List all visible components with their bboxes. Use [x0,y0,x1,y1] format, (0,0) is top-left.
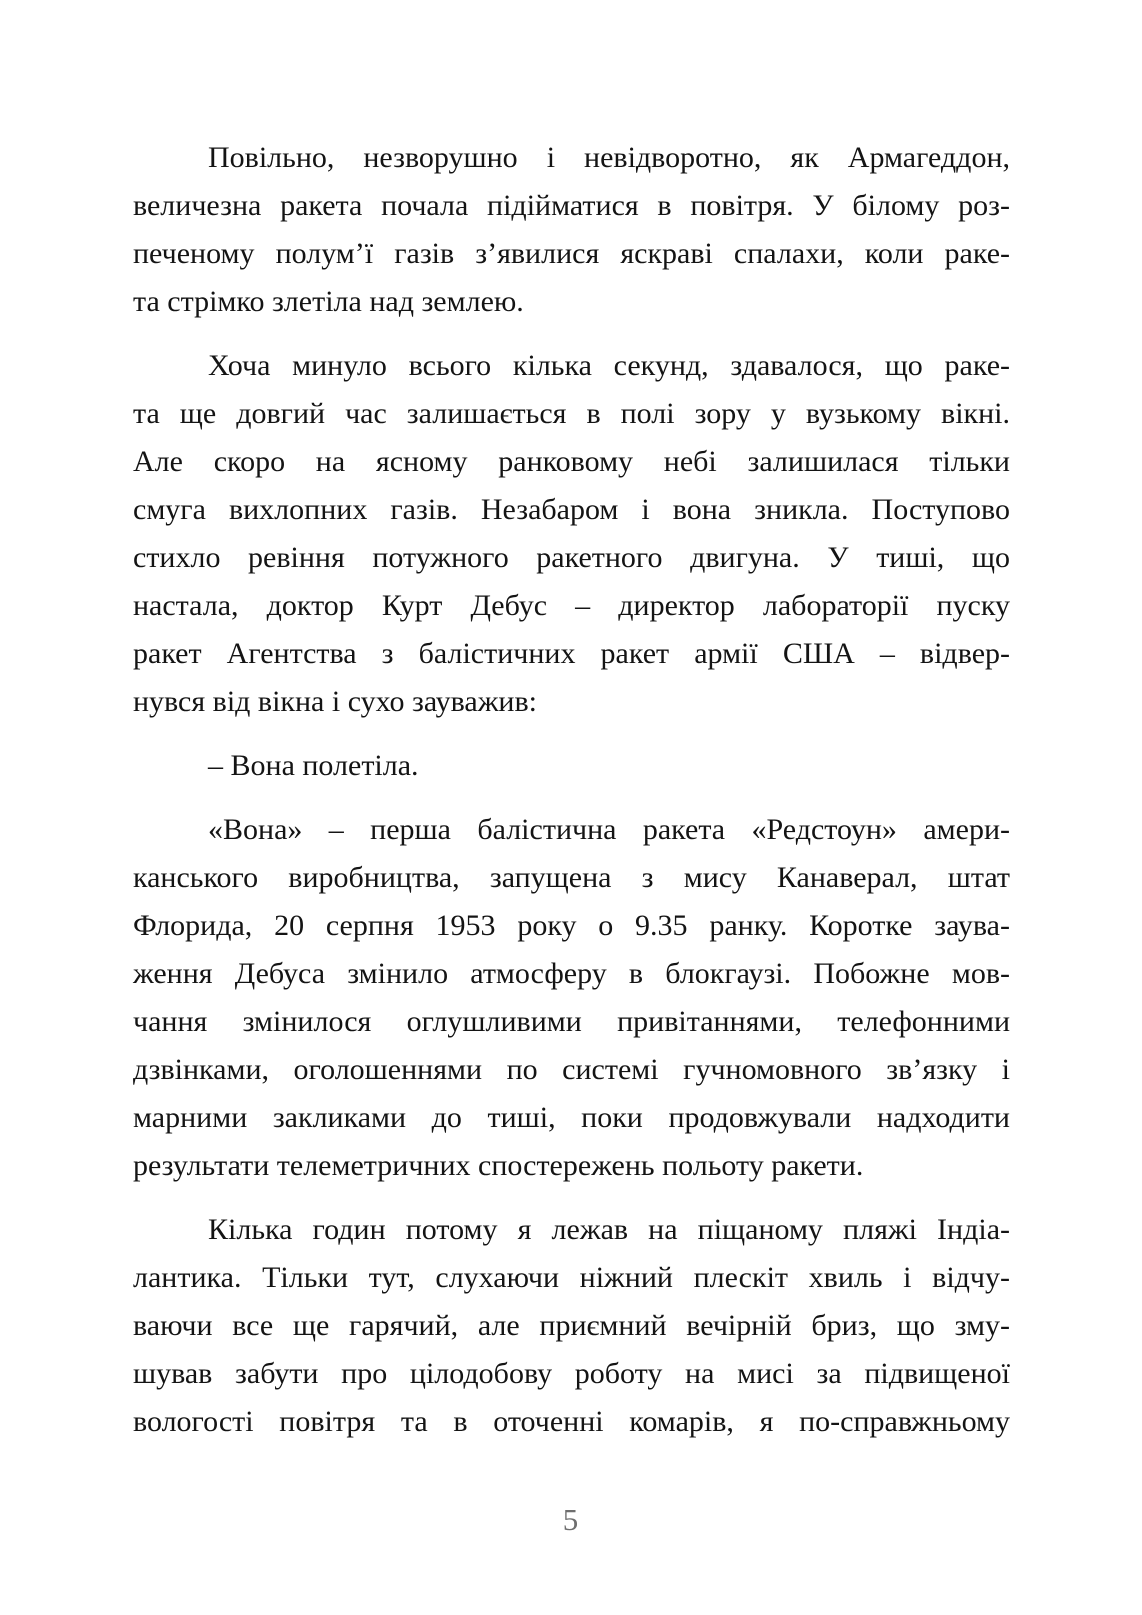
text-line: Флорида, 20 серпня 1953 року о 9.35 ранку. Коротке заува- [133,909,1010,942]
text-line: смуга вихлопних газів. Незабаром і вона зникла. Поступово [133,493,1010,526]
text-line: настала, доктор Курт Дебус – директор лабораторії пуску [133,589,1010,622]
paragraph [133,342,1010,726]
paragraph [133,134,1010,326]
text-line: вологості повітря та в оточенні комарів, я по-справжньому [133,1405,1010,1438]
text-line: канського виробництва, запущена з мису Канаверал, штат [133,861,1010,894]
text-line: Але скоро на ясному ранковому небі залишилася тільки [133,445,1010,478]
text-line: марними закликами до тиші, поки продовжували надходити [133,1101,1010,1134]
paragraph [133,742,1010,790]
text-line: дзвінками, оголошеннями по системі гучномовного зв’язку і [133,1053,1010,1086]
text-line: «Вона» – перша балістична ракета «Редстоун» амери- [208,813,1010,846]
text-line: печеному полум’ї газів з’явилися яскраві спалахи, коли раке- [133,237,1010,270]
text-line: – Вона полетіла. [208,749,419,782]
text-line: Хоча минуло всього кілька секунд, здавалося, що раке- [208,349,1010,382]
text-line: ракет Агентства з балістичних ракет армії США – відвер- [133,637,1010,670]
text-line: чання змінилося оглушливими привітаннями, телефонними [133,1005,1010,1038]
text-line: Повільно, незворушно і невідворотно, як Армагеддон, [208,141,1010,174]
text-line: та ще довгий час залишається в полі зору у вузькому вікні. [133,397,1010,430]
text-line: результати телеметричних спостережень польоту ракети. [133,1149,864,1182]
text-line: ваючи все ще гарячий, але приємний вечірній бриз, що зму- [133,1309,1010,1342]
text-line: шував забути про цілодобову роботу на мисі за підвищеної [133,1357,1010,1390]
paragraph [133,806,1010,1190]
text-line: ження Дебуса змінило атмосферу в блокгаузі. Побожне мов- [133,957,1010,990]
text-line: лантика. Тільки тут, слухаючи ніжний плескіт хвиль і відчу- [133,1261,1010,1294]
text-line: величезна ракета почала підійматися в повітря. У білому роз- [133,189,1010,222]
text-block [133,134,1010,1462]
text-line: нувся від вікна і сухо зауважив: [133,685,537,718]
page-number: 5 [562,1502,580,1537]
paragraph [133,1206,1010,1446]
text-line: та стрімко злетіла над землею. [133,285,524,318]
text-line: Кілька годин потому я лежав на піщаному пляжі Індіа- [208,1213,1010,1246]
text-line: стихло ревіння потужного ракетного двигуна. У тиші, що [133,541,1010,574]
